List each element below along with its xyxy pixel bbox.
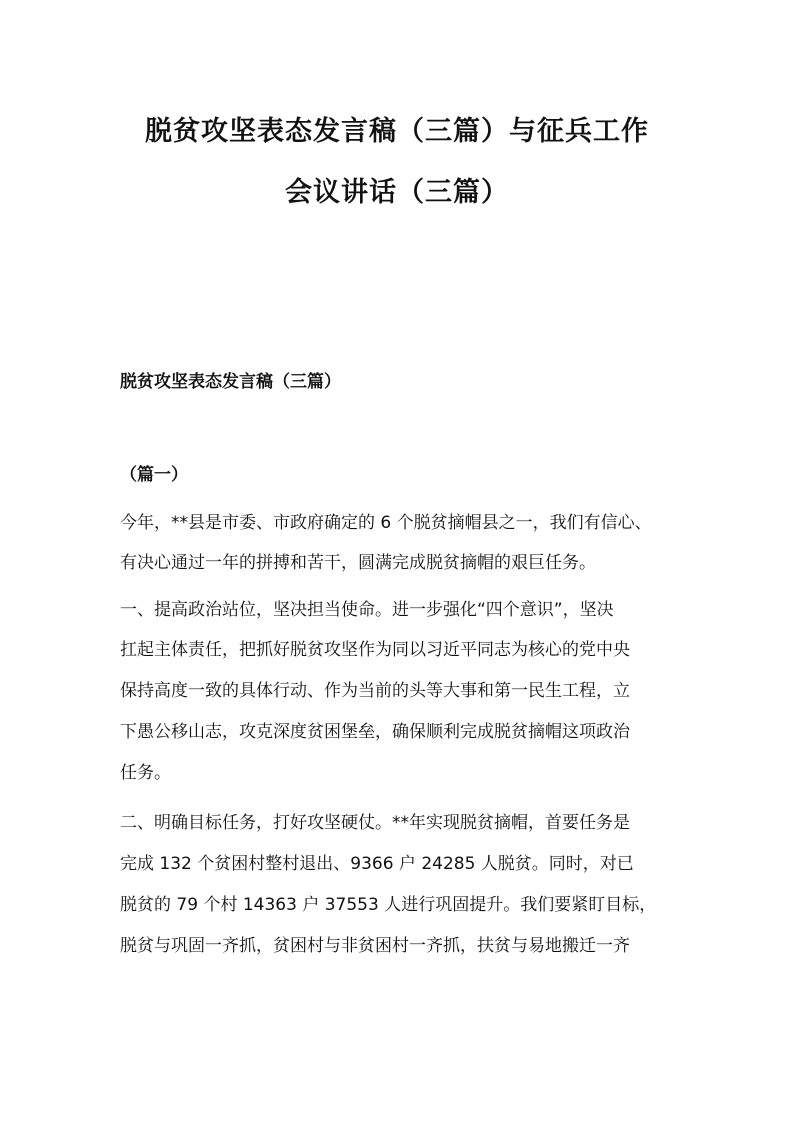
body-line: 脱贫与巩固一齐抓，贫困村与非贫困村一齐抓，扶贫与易地搬迁一齐 — [120, 936, 630, 956]
body-line: 扛起主体责任，把抓好脱贫攻坚作为同以习近平同志为核心的党中央 — [120, 640, 630, 660]
body-line: 二、明确目标任务，打好攻坚硬仗。**年实现脱贫摘帽，首要任务是 — [120, 813, 630, 833]
body-line: 保持高度一致的具体行动、作为当前的头等大事和第一民生工程，立 — [120, 681, 630, 701]
body-line: 脱贫的 79 个村 14363 户 37553 人进行巩固提升。我们要紧盯目标， — [120, 895, 657, 915]
subtitle: 脱贫攻坚表态发言稿（三篇） — [120, 372, 341, 392]
body-line: 今年，**县是市委、市政府确定的 6 个脱贫摘帽县之一，我们有信心、 — [120, 513, 652, 533]
body-line: 有决心通过一年的拼搏和苦干，圆满完成脱贫摘帽的艰巨任务。 — [120, 553, 596, 573]
section-heading: （篇一） — [120, 465, 188, 485]
body-line: 任务。 — [120, 763, 171, 783]
body-line: 完成 132 个贫困村整村退出、9366 户 24285 人脱贫。同时，对已 — [120, 854, 634, 874]
document-title-line-2: 会议讲话（三篇） — [285, 177, 509, 208]
body-line: 下愚公移山志，攻克深度贫困堡垒，确保顺利完成脱贫摘帽这项政治 — [120, 722, 630, 742]
body-line: 一、提高政治站位，坚决担当使命。进一步强化“四个意识”，坚决 — [120, 600, 614, 620]
document-title-line-1: 脱贫攻坚表态发言稿（三篇）与征兵工作 — [145, 116, 649, 147]
